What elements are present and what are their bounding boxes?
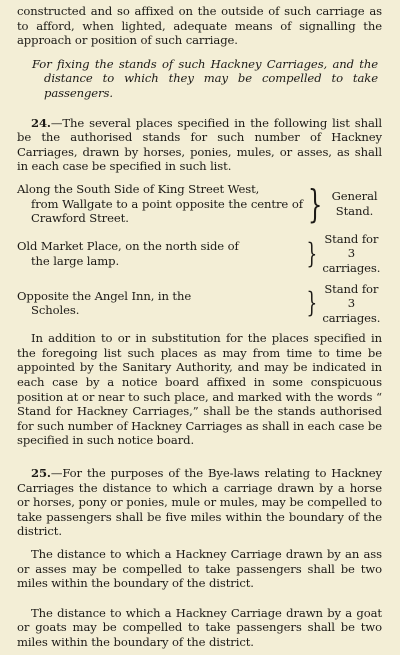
section-24-text: —The several places specified in the following list shall be the authorised stands for such number of Hackney Carriages, drawn by horses, ponies, mules, or asses, as shall in each case be specified in such list. <box>17 115 382 174</box>
stand-place <box>17 289 303 318</box>
section-24 <box>17 116 382 174</box>
stand-place-rest: the large lamp. <box>31 253 120 268</box>
stand-place-rest: from Wallgate to a point opposite the centre of Crawford Street. <box>31 196 303 226</box>
stand-place-line1: Opposite the Angel Inn, in the <box>17 288 192 303</box>
brace-glyph: } <box>306 236 318 270</box>
stand-place-line1: Old Market Place, on the north side of <box>17 239 239 254</box>
section-25 <box>17 466 382 539</box>
stand-entry-king-street <box>17 182 382 226</box>
section-25-number: 25. <box>31 466 51 481</box>
stand-designation: General Stand. <box>331 189 378 218</box>
italic-heading-stands: For fixing the stands of such Hackney Carriages, and the distance to which they may be compelled to take passengers. <box>32 56 378 100</box>
paragraph-ass-distance: The distance to which a Hackney Carriage drawn by an ass or asses may be compelled to take passengers shall be two miles within the boundary of the district. <box>17 547 382 591</box>
brace-glyph: } <box>307 181 323 226</box>
brace-glyph: } <box>306 286 318 320</box>
stand-designation: Stand for 3 carriages. <box>322 231 381 275</box>
stand-place <box>17 239 303 268</box>
paragraph-additional-stands: In addition to or in substitution for the places specified in the foregoing list such places as may from time to time be appointed by the Sanitary Authority, and may be indicated in each case by a notice board affixed in some conspicuous position at or near to such place, and marked with the words “ Stand for Hackney Carriages,” shall be the stands authorised for such number of Hackney Carriages as shall in each case be specified in such notice board. <box>17 331 382 448</box>
paragraph-carriage-lamp: constructed and so affixed on the outside of such carriage as to afford, when lighted, adequate means of signalling the approach or position of such carriage. <box>17 4 382 48</box>
stand-entry-angel-inn <box>17 282 382 326</box>
stand-place-rest: Scholes. <box>31 303 80 318</box>
stand-place-line1: Along the South Side of King Street West, <box>17 181 260 196</box>
section-24-number: 24. <box>31 115 51 130</box>
paragraph-goat-distance: The distance to which a Hackney Carriage drawn by a goat or goats may be compelled to take passengers shall be two miles within the boundary of the district. <box>17 605 382 649</box>
stand-designation: Stand for 3 carriages. <box>322 281 381 325</box>
stand-entry-old-market-place <box>17 232 382 276</box>
stand-place <box>17 182 303 226</box>
section-25-text: —For the purposes of the Bye-laws relating to Hackney Carriages the distance to which a carriage drawn by a horse or horses, pony or ponies, mule or mules, may be compelled to take passengers shall be five miles within the boundary of the district. <box>17 466 382 539</box>
